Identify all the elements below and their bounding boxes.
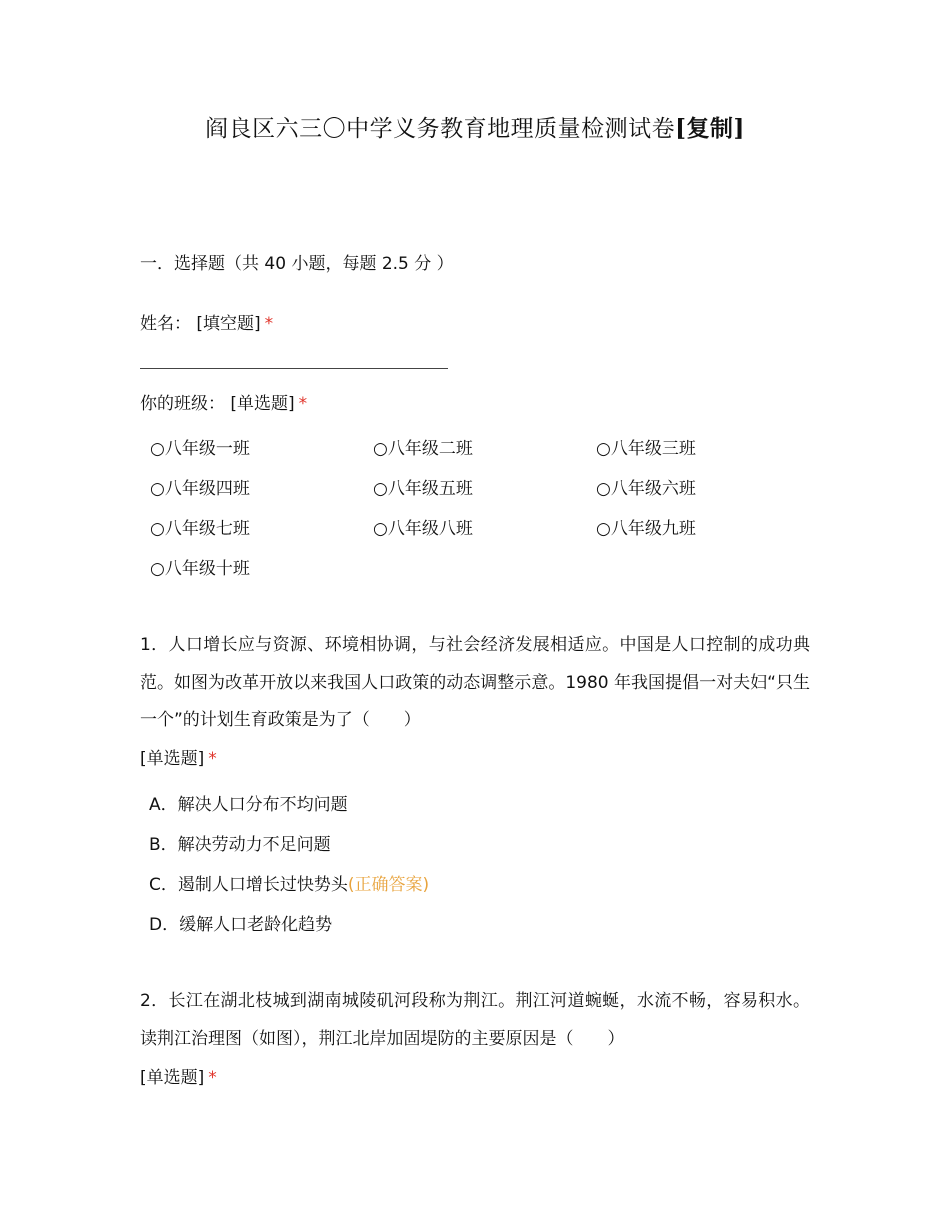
required-mark: * xyxy=(208,749,217,769)
name-input-line[interactable] xyxy=(140,368,448,369)
page-title xyxy=(0,110,950,143)
option-label: C．遏制人口增长过快势头 xyxy=(149,875,348,895)
radio-circle-icon[interactable]: ○ xyxy=(373,439,388,459)
question-1-text: 1．人口增长应与资源、环境相协调，与社会经济发展相适应。中国是人口控制的成功典范。如图为改革开放以来我国人口政策的动态调整示意。1980 年我国提倡一对夫妇“只生一个”的计划生育政策是为了（ ） xyxy=(140,635,810,730)
option-label: D．缓解人口老龄化趋势 xyxy=(149,915,333,935)
class-option-label: 八年级七班 xyxy=(164,519,250,539)
class-option[interactable] xyxy=(596,478,819,500)
class-option[interactable] xyxy=(150,558,373,580)
class-type: [单选题] xyxy=(230,394,295,414)
class-option-label: 八年级五班 xyxy=(387,479,473,499)
question-type: [单选题] xyxy=(140,1068,205,1088)
class-option-label: 八年级一班 xyxy=(164,439,250,459)
class-option-label: 八年级八班 xyxy=(387,519,473,539)
class-option[interactable] xyxy=(596,518,819,540)
question-1-option-a[interactable] xyxy=(149,794,348,816)
required-mark: * xyxy=(298,394,308,414)
question-1-option-b[interactable] xyxy=(149,834,331,856)
radio-circle-icon[interactable]: ○ xyxy=(596,439,611,459)
class-label: 你的班级： xyxy=(140,394,225,414)
title-main: 阎良区六三〇中学义务教育地理质量检测试卷 xyxy=(205,116,676,142)
class-option[interactable] xyxy=(373,518,596,540)
class-option[interactable] xyxy=(596,438,819,460)
class-option-label: 八年级四班 xyxy=(164,479,250,499)
name-label: 姓名： xyxy=(140,314,191,334)
question-1-option-c[interactable] xyxy=(149,874,429,896)
class-option[interactable] xyxy=(150,518,373,540)
radio-circle-icon[interactable]: ○ xyxy=(150,519,165,539)
class-option[interactable] xyxy=(373,438,596,460)
class-option-label: 八年级十班 xyxy=(164,559,250,579)
name-type: [填空题] xyxy=(196,314,261,334)
option-label: B．解决劳动力不足问题 xyxy=(149,835,331,855)
class-option-label: 八年级三班 xyxy=(610,439,696,459)
class-option-label: 八年级二班 xyxy=(387,439,473,459)
correct-answer-note: (正确答案) xyxy=(347,875,430,895)
title-copy-tag: [复制] xyxy=(675,115,745,142)
class-option-label: 八年级六班 xyxy=(610,479,696,499)
radio-circle-icon[interactable]: ○ xyxy=(150,559,165,579)
question-1-option-d[interactable] xyxy=(149,914,332,936)
radio-circle-icon[interactable]: ○ xyxy=(150,439,165,459)
class-option[interactable] xyxy=(150,478,373,500)
question-2-text: 2．长江在湖北枝城到湖南城陵矶河段称为荆江。荆江河道蜿蜒，水流不畅，容易积水。读荆江治理图（如图），荆江北岸加固堤防的主要原因是（ ） xyxy=(140,991,810,1049)
class-option-label: 八年级九班 xyxy=(610,519,696,539)
class-options xyxy=(150,438,850,580)
required-mark: * xyxy=(208,1068,217,1088)
radio-circle-icon[interactable]: ○ xyxy=(150,479,165,499)
radio-circle-icon[interactable]: ○ xyxy=(373,479,388,499)
required-mark: * xyxy=(264,314,274,334)
class-option[interactable] xyxy=(373,478,596,500)
section-heading: 一．选择题（共 40 小题，每题 2.5 分 ） xyxy=(140,254,454,274)
question-2-type xyxy=(140,1067,217,1089)
question-1-type xyxy=(140,748,217,770)
question-type: [单选题] xyxy=(140,749,205,769)
radio-circle-icon[interactable]: ○ xyxy=(373,519,388,539)
radio-circle-icon[interactable]: ○ xyxy=(596,519,611,539)
option-label: A．解决人口分布不均问题 xyxy=(149,795,348,815)
class-option[interactable] xyxy=(150,438,373,460)
name-question xyxy=(140,313,273,335)
class-question xyxy=(140,393,307,415)
radio-circle-icon[interactable]: ○ xyxy=(596,479,611,499)
